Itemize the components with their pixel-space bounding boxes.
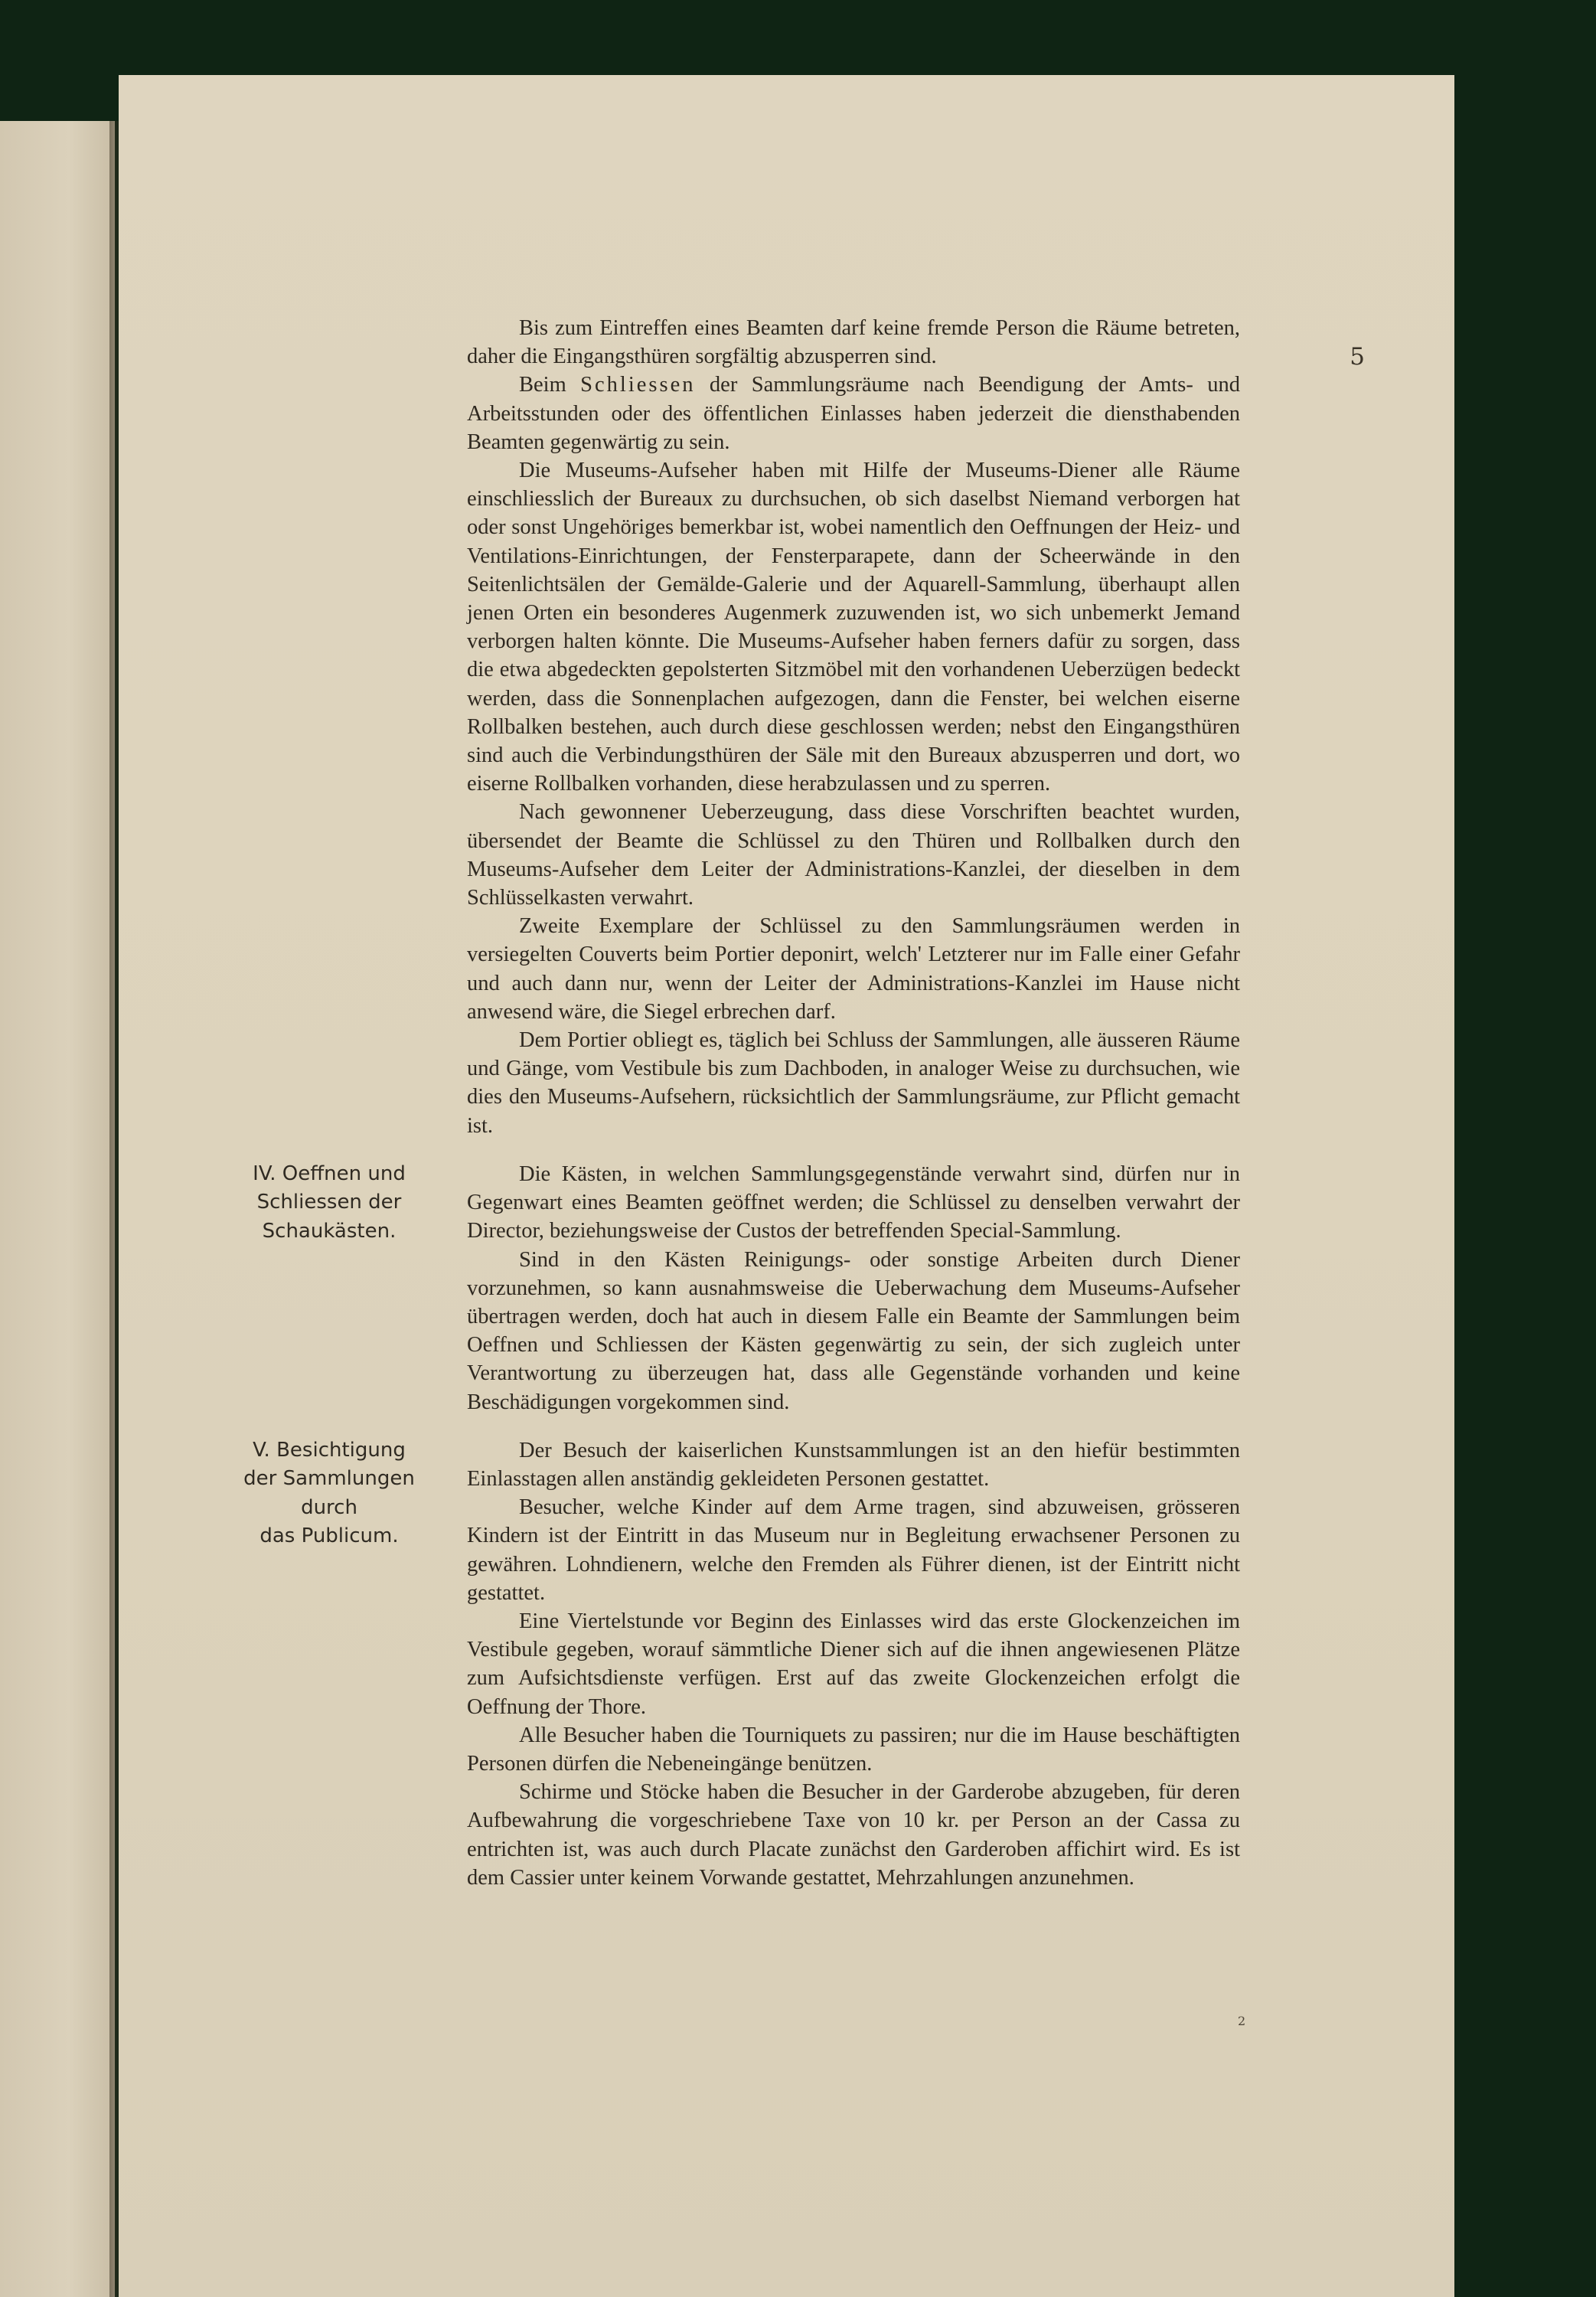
sidenote-line: V. Besichtigung: [253, 1438, 406, 1462]
page-number: 5: [1350, 343, 1365, 371]
sidenote-section-v: [237, 1436, 421, 1551]
signature-mark: 2: [1238, 2014, 1246, 2028]
sidenote-line: Schliessen der: [256, 1191, 402, 1214]
section-v: [243, 1436, 1240, 1892]
paragraph: Die Museums-Aufseher haben mit Hilfe der Museums-Diener alle Räume einschliesslich der Bureaux zu durchsuchen, ob sich daselbst Niemand verborgen hat oder sonst Ungehöriges bemerkbar ist, wobei namentlich den Oeffnungen der Heiz- und Ventilations-Einrichtungen, der Fensterparapete, dann der Scheerwände in den Seitenlichtsälen der Gemälde-Galerie und der Aquarell-Sammlung, überhaupt allen jenen Orten ein besonderes Augenmerk zuzuwenden ist, wo sich unbemerkt Jemand verborgen halten könnte. Die Museums-Aufseher haben ferners dafür zu sorgen, dass die etwa abgedeckten gepolsterten Sitzmöbel mit den vorhandenen Ueberzügen bedeckt werden, dass die Sonnenplachen aufgezogen, dann die Fenster, bei welchen eiserne Rollbalken bestehen, auch durch diese geschlossen werden; nebst den Eingangsthüren sind auch die Verbindungsthüren der Säle mit den Bureaux abzusperren und dort, wo eiserne Rollbalken vorhanden, diese herabzulassen und zu sperren.: [467, 459, 1240, 796]
section-intro: [467, 314, 1240, 1140]
paragraph-rest: der Sammlungsräume nach Beendigung der Amts- und Arbeitsstunden oder des öffentlichen Einlasses haben jederzeit die diensthabenden Beamten gegenwärtig zu sein.: [467, 373, 1240, 454]
body-text: [243, 314, 1240, 1892]
paragraph: Eine Viertelstunde vor Beginn des Einlasses wird das erste Glockenzeichen im Vestibule gegeben, worauf sämmtliche Diener sich auf die ihnen angewiesenen Plätze zum Aufsichtsdienste verfügen. Erst auf das zweite Glockenzeichen erfolgt die Oeffnung der Thore.: [467, 1609, 1240, 1719]
left-facing-page: [0, 121, 115, 2297]
paragraph: Der Besuch der kaiserlichen Kunstsammlungen ist an den hiefür bestimmten Einlasstagen allen anständig gekleideten Personen gestattet.: [467, 1438, 1240, 1491]
sidenote-line: durch: [301, 1495, 357, 1519]
paragraph: [467, 371, 1240, 456]
paragraph: Schirme und Stöcke haben die Besucher in der Garderobe abzugeben, für deren Aufbewahrung die vorgeschriebene Taxe von 10 kr. per Person an der Cassa zu entrichten ist, was auch durch Placate zunächst den Garderoben affichirt wird. Es ist dem Cassier unter keinem Vorwande gestattet, Mehrzahlungen anzunehmen.: [467, 1780, 1240, 1890]
paragraph: Bis zum Eintreffen eines Beamten darf keine fremde Person die Räume betreten, daher die Eingangsthüren sorgfältig abzusperren sind.: [467, 316, 1240, 369]
sidenote-line: Schaukästen.: [262, 1219, 397, 1243]
paragraph: Alle Besucher haben die Tourniquets zu passiren; nur die im Hause beschäftigten Personen dürfen die Nebeneingänge benützen.: [467, 1723, 1240, 1776]
sidenote-line: IV. Oeffnen und: [253, 1162, 406, 1185]
paragraph: Sind in den Kästen Reinigungs- oder sonstige Arbeiten durch Diener vorzunehmen, so kann ausnahmsweise die Ueberwachung dem Museums-Aufseher übertragen werden, doch hat auch in diesem Falle ein Beamte der Sammlungen beim Oeffnen und Schliessen der Kästen gegenwärtig zu sein, der sich zugleich unter Verantwortung zu überzeugen hat, dass alle Gegenstände vorhanden und keine Beschädigungen vorgekommen sind.: [467, 1247, 1240, 1414]
sidenote-line: der Sammlungen: [243, 1467, 415, 1491]
paragraph: Besucher, welche Kinder auf dem Arme tragen, sind abzuweisen, grösseren Kindern ist der Eintritt in das Museum nur in Begleitung erwachsener Personen zu gewähren. Lohndienern, welche den Fremden als Führer dienen, ist der Eintritt nicht gestattet.: [467, 1495, 1240, 1605]
paragraph: Dem Portier obliegt es, täglich bei Schluss der Sammlungen, alle äusseren Räume und Gänge, vom Vestibule bis zum Dachboden, in analoger Weise zu durchsuchen, wie dies den Museums-Aufsehern, rücksichtlich der Sammlungsräume, zur Pflicht gemacht ist.: [467, 1028, 1240, 1138]
sidenote-section-iv: [237, 1160, 421, 1247]
section-iv: [253, 1160, 1240, 1416]
paragraph: Nach gewonnener Ueberzeugung, dass diese Vorschriften beachtet wurden, übersendet der Beamte die Schlüssel zu den Thüren und Rollbalken durch den Museums-Aufseher dem Leiter der Administrations-Kanzlei, der dieselben in dem Schlüsselkasten verwahrt.: [467, 800, 1240, 910]
emphasized-word: Schliessen: [580, 373, 696, 397]
paragraph-prefix: Beim: [519, 373, 581, 397]
sidenote-line: das Publicum.: [259, 1524, 399, 1548]
paragraph: Die Kästen, in welchen Sammlungsgegenstände verwahrt sind, dürfen nur in Gegenwart eines Beamten geöffnet werden; die Schlüssel zu denselben verwahrt der Director, beziehungsweise der Custos der betreffenden Special-Sammlung.: [467, 1162, 1240, 1243]
paragraph: Zweite Exemplare der Schlüssel zu den Sammlungsräumen werden in versiegelten Couverts beim Portier deponirt, welch' Letzterer nur im Falle einer Gefahr und auch dann nur, wenn der Leiter der Administrations-Kanzlei im Hause nicht anwesend wäre, die Siegel erbrechen darf.: [467, 914, 1240, 1024]
